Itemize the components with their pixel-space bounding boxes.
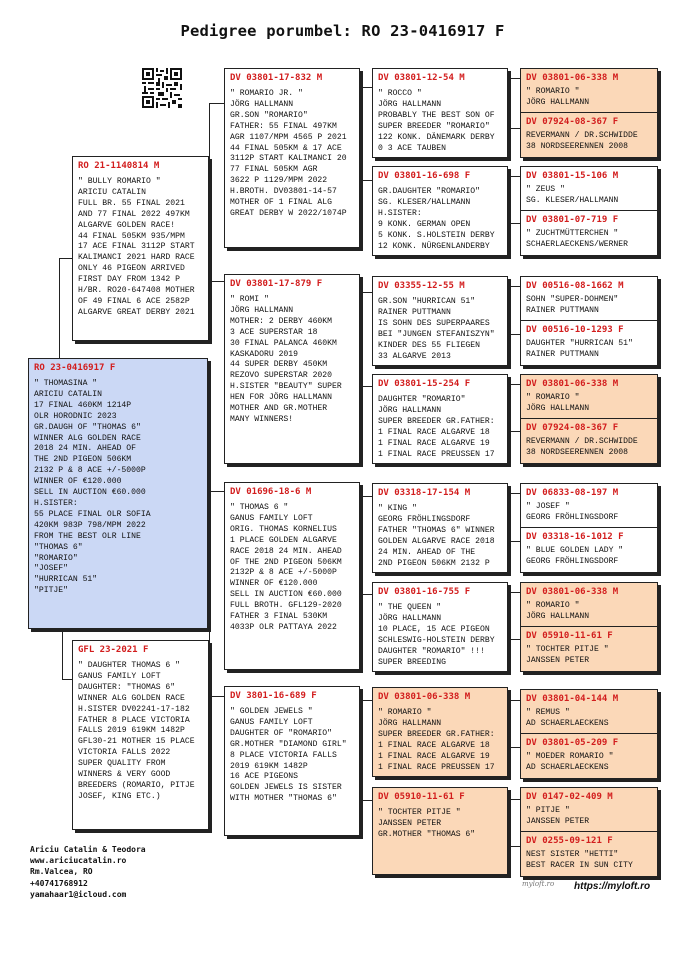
great-grandparent-card[interactable]	[372, 483, 508, 573]
connector-line	[508, 384, 509, 431]
connector-line	[360, 87, 372, 88]
connector-line	[508, 286, 509, 334]
ring-number: DV 03801-06-338 M	[378, 692, 471, 702]
pigeon-description: DAUGHTER "ROMARIO" JÖRG HALLMANN SUPER BREEDER GR.FATHER: 1 FINAL RACE ALGARVE 18 1 FINAL RACE ALGARVE 19 1 FINAL RACE PREUSSEN 17	[378, 395, 495, 459]
great-grandparent-card[interactable]	[372, 166, 508, 256]
connector-line	[209, 491, 224, 492]
ring-number: DV 03318-17-154 M	[378, 488, 471, 498]
connector-line	[209, 103, 224, 104]
pigeon-description: " ROMARIO " JÖRG HALLMANN	[526, 87, 590, 107]
connector-line	[62, 679, 72, 680]
ring-number: DV 03801-04-144 M	[526, 694, 619, 704]
qr-code-icon	[142, 68, 182, 108]
ring-number: DV 03801-16-755 F	[378, 587, 471, 597]
pigeon-description: " PITJE " JANSSEN PETER	[526, 806, 590, 826]
connector-line	[508, 128, 520, 129]
ring-number: DV 05910-11-61 F	[526, 630, 613, 641]
connector-line	[508, 78, 509, 128]
pigeon-description: " THE QUEEN " JÖRG HALLMANN 10 PLACE, 15 ACE PIGEON SCHLESWIG-HOLSTEIN DERBY DAUGHTER "ROMARIO" !!! SUPER BREEDING	[378, 603, 495, 667]
pigeon-description: " ROMARIO JR. " JÖRG HALLMANN GR.SON "ROMARIO" FATHER: 55 FINAL 497KM AGR 1107/MPM 4565 P 2021 44 FINAL 505KM & 17 ACE 3112P START KALIMANCI 20 77 FINAL 505KM AGR 3622 P 1129/MPM 2022 H.BROTH. DV03801-14-57 MOTHER OF 1 FINAL ALG GREAT DERBY W 2022/1074P	[230, 89, 347, 218]
signature-image: myloft.ro	[522, 880, 555, 888]
ring-number: DV 03355-12-55 M	[378, 281, 465, 291]
ring-number: DV 03801-06-338 M	[526, 587, 619, 597]
connector-line	[209, 281, 224, 282]
ring-number: DV 03801-06-338 M	[526, 73, 619, 83]
ring-number: DV 03801-16-698 F	[378, 171, 471, 181]
connector-line	[508, 747, 520, 748]
connector-line	[209, 696, 224, 697]
pigeon-description: " ROMARIO " JÖRG HALLMANN SUPER BREEDER GR.FATHER: 1 FINAL RACE ALGARVE 18 1 FINAL RACE ALGARVE 19 1 FINAL RACE PREUSSEN 17	[378, 708, 495, 772]
pigeon-description: " BULLY ROMARIO " ARICIU CATALIN FULL BR. 55 FINAL 2021 AND 77 FINAL 2022 497KM ALGARVE GOLDEN RACE! 44 FINAL 505KM 935/MPM 17 ACE FINAL 3112P START KALIMANCI 2021 HARD RACE ONLY 46 PIGEON ARRIVED FIRST DAY FROM 1342 P H/BR. RO20-647408 MOTHER OF 49 FINAL 6 ACE 2582P ALGARVE GREAT DERBY 2021	[78, 177, 195, 317]
ancestor-pair-card[interactable]	[520, 374, 658, 464]
connector-line	[59, 258, 72, 259]
grandparent-card[interactable]	[224, 482, 360, 670]
great-grandparent-card[interactable]	[372, 68, 508, 158]
connector-line	[508, 700, 509, 747]
ring-number: DV 03801-05-209 F	[526, 737, 619, 748]
ring-number: GFL 23-2021 F	[78, 645, 149, 655]
pigeon-description: " ROMARIO " JÖRG HALLMANN	[526, 601, 590, 621]
pigeon-description: SOHN "SUPER-DOHMEN" RAINER PUTTMANN	[526, 295, 619, 315]
ring-number: DV 3801-16-689 F	[230, 691, 317, 701]
pigeon-description: " THOMAS 6 " GANUS FAMILY LOFT ORIG. THOMAS KORNELIUS 1 PLACE GOLDEN ALGARVE RACE 2018 24 MIN. AHEAD OF THE 2ND PIGEON 506KM 2132P & 8 ACE +/-5000P WINNER OF €120.000 SELL IN AUCTION €60.000 FULL BROTH. GFL129-2020 FATHER 3 FINAL 530KM 4033P OLR PATTAYA 2022	[230, 503, 342, 632]
grandparent-card[interactable]	[224, 68, 360, 248]
subject-pigeon-card[interactable]	[28, 358, 208, 629]
ancestor-pair-card[interactable]	[520, 582, 658, 672]
pigeon-description: " TOCHTER PITJE " JANSSEN PETER	[526, 644, 609, 665]
connector-line	[360, 800, 372, 801]
connector-line	[360, 594, 372, 595]
pigeon-description: " DAUGHTER THOMAS 6 " GANUS FAMILY LOFT DAUGHTER: "THOMAS 6" WINNER ALG GOLDEN RACE H.SISTER DV02241-17-182 FATHER 8 PLACE VICTORIA FALLS 2019 619KM 1482P GFL30-21 MOTHER 15 PLACE VICTORIA FALLS 2022 SUPER QUALITY FROM WINNERS & VERY GOOD BREEDERS (ROMARIO, PITJE JOSEF, KING ETC.)	[78, 661, 195, 801]
connector-line	[508, 493, 520, 494]
connector-line	[508, 223, 520, 224]
ring-number: DV 03801-12-54 M	[378, 73, 465, 83]
connector-line	[508, 286, 520, 287]
ring-number: DV 00516-08-1662 M	[526, 281, 624, 291]
ring-number: DV 06833-08-197 M	[526, 488, 619, 498]
connector-line	[62, 629, 63, 679]
ring-number: DV 0147-02-409 M	[526, 792, 613, 802]
ring-number: RO 21-1140814 M	[78, 161, 160, 171]
connector-line	[508, 431, 520, 432]
pigeon-description: REVERMANN / DR.SCHWIDDE 38 NORDSEERENNEN 2008	[526, 436, 638, 457]
pigeon-description: " ZUCHTMÜTTERCHEN " SCHAERLAECKENS/WERNER	[526, 228, 628, 249]
connector-line	[360, 180, 372, 181]
grandparent-card[interactable]	[224, 274, 360, 464]
great-grandparent-card[interactable]	[372, 582, 508, 672]
pigeon-description: " GOLDEN JEWELS " GANUS FAMILY LOFT DAUGHTER OF "ROMARIO" GR.MOTHER "DIAMOND GIRL" 8 PLACE VICTORIA FALLS 2019 619KM 1482P 16 ACE PIGEONS GOLDEN JEWELS IS SISTER WITH MOTHER "THOMAS 6"	[230, 707, 347, 804]
father-card[interactable]	[72, 156, 209, 341]
pigeon-description: " REMUS " AD SCHAERLAECKENS	[526, 708, 609, 728]
ancestor-pair-card[interactable]	[520, 166, 658, 256]
connector-line	[508, 176, 509, 223]
connector-line	[508, 639, 520, 640]
ring-number: DV 03801-17-879 F	[230, 279, 323, 289]
ring-number: DV 07924-08-367 F	[526, 422, 619, 433]
connector-line	[360, 386, 372, 387]
great-grandparent-card[interactable]	[372, 374, 508, 464]
ring-number: DV 07924-08-367 F	[526, 116, 619, 127]
ancestor-pair-card[interactable]	[520, 787, 658, 877]
ring-number: DV 03318-16-1012 F	[526, 531, 624, 542]
pigeon-description: " ROMI " JÖRG HALLMANN MOTHER: 2 DERBY 460KM 3 ACE SUPERSTAR 18 30 FINAL PALANCA 460KM KASKADORU 2019 44 SUPER DERBY 450KM REZOVO SUPERSTAR 2020 H.SISTER "BEAUTY" SUPER HEN FOR JÖRG HALLMANN MOTHER AND GR.MOTHER MANY WINNERS!	[230, 295, 342, 424]
connector-line	[209, 491, 210, 696]
page-title: Pedigree porumbel: RO 23-0416917 F	[180, 22, 505, 40]
pigeon-description: " BLUE GOLDEN LADY " GEORG FRÖHLINGSDORF	[526, 545, 624, 566]
ring-number: DV 01696-18-6 M	[230, 487, 312, 497]
connector-line	[508, 384, 520, 385]
pigeon-description: DAUGHTER "HURRICAN 51" RAINER PUTTMANN	[526, 338, 633, 359]
connector-line	[508, 176, 520, 177]
connector-line	[508, 493, 509, 541]
pigeon-description: " ROCCO " JÖRG HALLMANN PROBABLY THE BEST SON OF SUPER BREEDER "ROMARIO" 122 KONK. DÄNEMARK DERBY 0 3 ACE TAUBEN	[378, 89, 495, 153]
connector-line	[360, 700, 372, 701]
ring-number: DV 03801-17-832 M	[230, 73, 323, 83]
pigeon-description: " JOSEF " GEORG FRÖHLINGSDORF	[526, 502, 619, 522]
ancestor-pair-card[interactable]	[520, 276, 658, 366]
pigeon-description: GR.SON "HURRICAN 51" RAINER PUTTMANN IS SOHN DES SUPERPAARES BEI "JUNGEN STEFANISZYN" KINDER DES 55 FLIEGEN 33 ALGARVE 2013	[378, 297, 495, 361]
ring-number: DV 0255-09-121 F	[526, 835, 613, 846]
connector-line	[360, 87, 361, 180]
connector-line	[360, 496, 361, 594]
connector-line	[360, 496, 372, 497]
connector-line	[360, 292, 361, 386]
pigeon-description: NEST SISTER "HETTI" BEST RACER IN SUN CITY	[526, 849, 633, 870]
ring-number: DV 00516-10-1293 F	[526, 324, 624, 335]
connector-line	[508, 700, 520, 701]
pigeon-description: " TOCHTER PITJE " JANSSEN PETER GR.MOTHER "THOMAS 6"	[378, 808, 476, 839]
pigeon-description: " MOEDER ROMARIO " AD SCHAERLAECKENS	[526, 751, 614, 772]
connector-line	[360, 700, 361, 800]
connector-line	[508, 334, 520, 335]
pigeon-description: " ROMARIO " JÖRG HALLMANN	[526, 393, 590, 413]
connector-line	[508, 78, 520, 79]
pigeon-description: " KING " GEORG FRÖHLINGSDORF FATHER "THOMAS 6" WINNER GOLDEN ALGARVE RACE 2018 24 MIN. AHEAD OF THE 2ND PIGEON 506KM 2132 P	[378, 504, 495, 568]
website-link[interactable]: https://myloft.ro	[574, 881, 651, 892]
connector-line	[360, 292, 372, 293]
ring-number: DV 03801-15-254 F	[378, 379, 471, 389]
ancestor-pair-card[interactable]	[520, 689, 658, 779]
connector-line	[209, 103, 210, 281]
connector-line	[508, 846, 520, 847]
ring-number: DV 03801-15-106 M	[526, 171, 619, 181]
pigeon-description: REVERMANN / DR.SCHWIDDE 38 NORDSEERENNEN 2008	[526, 130, 638, 151]
pigeon-description: " THOMASINA " ARICIU CATALIN 17 FINAL 460KM 1214P OLR HORODNIC 2023 GR.DAUGH OF "THOMAS 6" WINNER ALG GOLDEN RACE 2018 24 MIN. AHEAD OF THE 2ND PIGEON 506KM 2132 P & 8 ACE +/-5000P WINNER OF €120.000 SELL IN AUCTION €60.000 H.SISTER: 55 PLACE FINAL OLR SOFIA 420KM 983P 798/MPM 2022 FROM THE BEST OLR LINE "THOMAS 6" "ROMARIO" "JOSEF" "HURRICAN 51" "PITJE"	[34, 379, 151, 596]
great-grandparent-card[interactable]	[372, 276, 508, 366]
connector-line	[59, 258, 60, 358]
ring-number: DV 03801-07-719 F	[526, 214, 619, 225]
mother-card[interactable]	[72, 640, 209, 830]
connector-line	[508, 799, 509, 846]
ring-number: DV 05910-11-61 F	[378, 792, 465, 802]
connector-line	[508, 541, 520, 542]
connector-line	[508, 592, 520, 593]
ancestor-pair-card[interactable]	[520, 483, 658, 573]
pigeon-description: " ZEUS " SG. KLESER/HALLMANN	[526, 185, 619, 205]
pigeon-description: GR.DAUGHTER "ROMARIO" SG. KLESER/HALLMANN H.SISTER: 9 KONK. GERMAN OPEN 5 KONK. S.HOLSTEIN DERBY 12 KONK. NÜRGENLANDERBY	[378, 187, 495, 251]
great-grandparent-card[interactable]	[372, 787, 508, 875]
ring-number: DV 03801-06-338 M	[526, 379, 619, 389]
connector-line	[508, 592, 509, 639]
ancestor-pair-card[interactable]	[520, 68, 658, 158]
great-grandparent-card[interactable]	[372, 687, 508, 777]
connector-line	[508, 799, 520, 800]
breeder-contact: Ariciu Catalin & Teodora www.ariciucatalin.ro Rm.Valcea, RO +40741768912 yamahaar1@icloud.com	[30, 845, 146, 899]
grandparent-card[interactable]	[224, 686, 360, 836]
ring-number: RO 23-0416917 F	[34, 363, 116, 373]
